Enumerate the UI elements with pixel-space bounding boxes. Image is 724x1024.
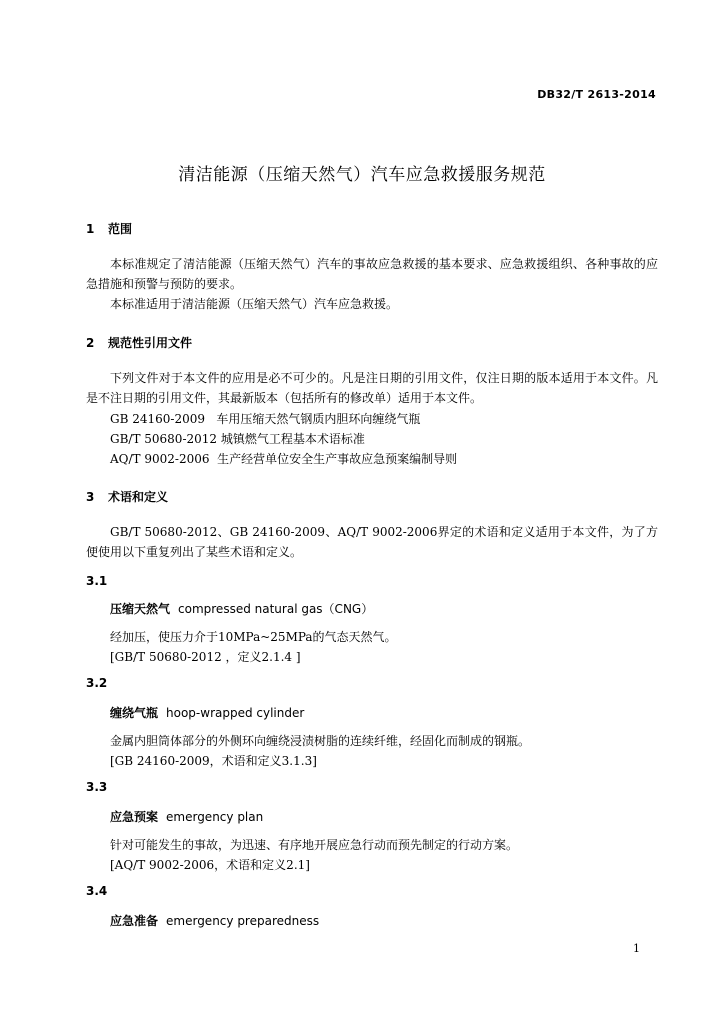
- term-english: compressed natural gas（CNG）: [178, 602, 374, 616]
- section-1-heading: [86, 220, 132, 237]
- section-1-paragraph-2: 本标准适用于清洁能源（压缩天然气）汽车应急救援。: [110, 297, 399, 311]
- section-title: 规范性引用文件: [108, 336, 193, 350]
- term-number: 3.4: [86, 884, 108, 898]
- term-heading: [110, 704, 304, 721]
- section-title: 范围: [108, 222, 133, 236]
- term-number: 3.2: [86, 676, 108, 690]
- section-3-heading: [86, 488, 168, 505]
- reference-item: GB/T 50680-2012 城镇燃气工程基本术语标准: [110, 432, 365, 446]
- term-chinese: 压缩天然气: [110, 602, 171, 616]
- term-definition: 针对可能发生的事故，为迅速、有序地开展应急行动而预先制定的行动方案。: [110, 838, 519, 852]
- document-title: 清洁能源（压缩天然气）汽车应急救援服务规范: [178, 165, 546, 185]
- section-title: 术语和定义: [108, 490, 169, 504]
- term-chinese: 缠绕气瓶: [110, 706, 159, 720]
- term-english: emergency plan: [166, 810, 264, 824]
- section-number: 1: [86, 222, 95, 236]
- term-number: 3.1: [86, 574, 108, 588]
- reference-item: GB 24160-2009 车用压缩天然气钢质内胆环向缠绕气瓶: [110, 412, 421, 426]
- term-number: 3.3: [86, 780, 108, 794]
- section-3-paragraph-1: GB/T 50680-2012、GB 24160-2009、AQ/T 9002-2006界定的术语和定义适用于本文件，为了方便使用以下重复列出了某些术语和定义。: [86, 525, 658, 559]
- section-1-paragraph-1: 本标准规定了清洁能源（压缩天然气）汽车的事故应急救援的基本要求、应急救援组织、各种事故的应急措施和预警与预防的要求。: [86, 257, 658, 291]
- section-number: 2: [86, 336, 95, 350]
- term-english: emergency preparedness: [166, 914, 320, 928]
- section-number: 3: [86, 490, 95, 504]
- term-source: [GB/T 50680-2012 ，定义2.1.4 ]: [110, 650, 301, 664]
- term-heading: [110, 600, 373, 617]
- term-heading: [110, 912, 319, 929]
- term-source: [AQ/T 9002-2006，术语和定义2.1]: [110, 858, 310, 872]
- term-source: [GB 24160-2009，术语和定义3.1.3]: [110, 754, 317, 768]
- term-heading: [110, 808, 263, 825]
- standard-code: DB32/T 2613-2014: [537, 88, 656, 101]
- section-2-paragraph-1: 下列文件对于本文件的应用是必不可少的。凡是注日期的引用文件，仅注日期的版本适用于本文件。凡是不注日期的引用文件，其最新版本（包括所有的修改单）适用于本文件。: [86, 371, 658, 405]
- page-number: 1: [633, 942, 640, 955]
- term-chinese: 应急准备: [110, 914, 159, 928]
- term-definition: 金属内胆筒体部分的外侧环向缠绕浸渍树脂的连续纤维，经固化而制成的钢瓶。: [110, 734, 531, 748]
- term-definition: 经加压，使压力介于10MPa~25MPa的气态天然气。: [110, 630, 397, 644]
- reference-item: AQ/T 9002-2006 生产经营单位安全生产事故应急预案编制导则: [110, 452, 458, 466]
- section-2-heading: [86, 334, 192, 351]
- term-english: hoop-wrapped cylinder: [166, 706, 305, 720]
- term-chinese: 应急预案: [110, 810, 159, 824]
